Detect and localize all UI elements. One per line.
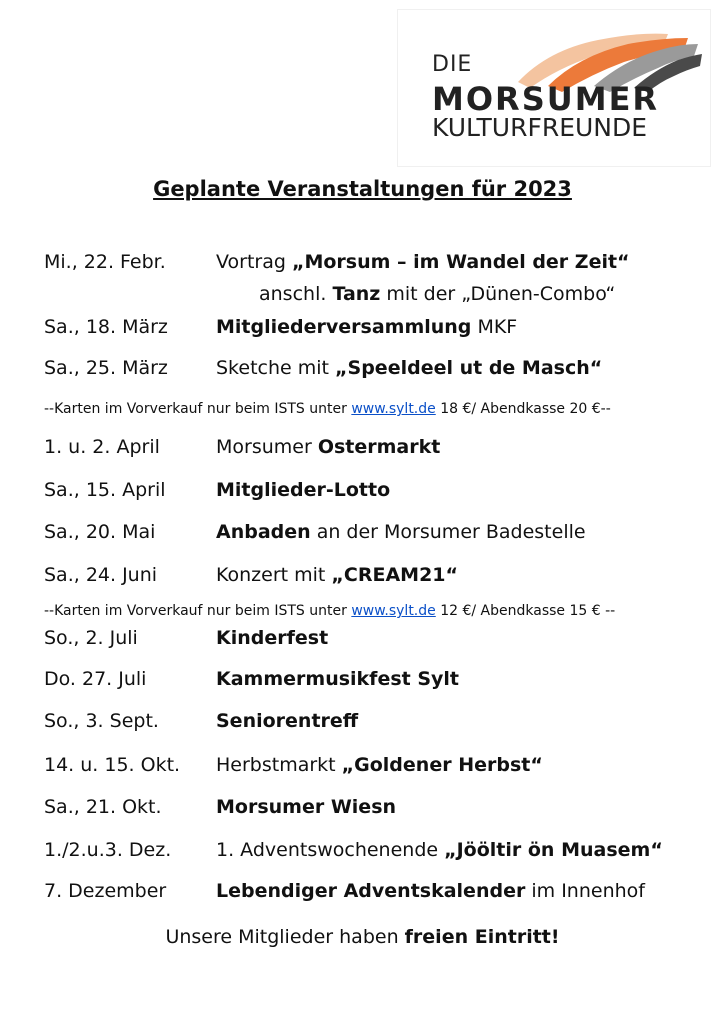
event-date: Sa., 15. April — [44, 479, 166, 501]
event-description: Mitglieder-Lotto — [216, 479, 391, 501]
event-description: Sketche mit „Speeldeel ut de Masch“ — [216, 357, 603, 379]
footer-note: Unsere Mitglieder haben freien Eintritt! — [165, 926, 560, 948]
event-description: anschl. Tanz mit der „Dünen-Combo“ — [259, 283, 616, 305]
event-date: 14. u. 15. Okt. — [44, 754, 181, 776]
event-date: Sa., 20. Mai — [44, 521, 156, 543]
event-description: Kinderfest — [216, 627, 329, 649]
sylt-link[interactable]: www.sylt.de — [351, 603, 436, 619]
event-description: Anbaden an der Morsumer Badestelle — [216, 521, 586, 543]
event-description: Kammermusikfest Sylt — [216, 668, 460, 690]
event-date: So., 2. Juli — [44, 627, 138, 649]
event-date: Mi., 22. Febr. — [44, 251, 166, 273]
sylt-link[interactable]: www.sylt.de — [351, 401, 436, 417]
event-description: Mitgliederversammlung MKF — [216, 316, 518, 338]
event-date: 7. Dezember — [44, 880, 167, 902]
event-date: 1./2.u.3. Dez. — [44, 839, 172, 861]
event-description: Morsumer Ostermarkt — [216, 436, 441, 458]
logo — [398, 10, 710, 166]
event-description: Vortrag „Morsum – im Wandel der Zeit“ — [216, 251, 630, 273]
ticket-note: --Karten im Vorverkauf nur beim ISTS unter www.sylt.de 12 €/ Abendkasse 15 € -- — [44, 603, 616, 619]
event-description: Herbstmarkt „Goldener Herbst“ — [216, 754, 543, 776]
event-date: Sa., 25. März — [44, 357, 168, 379]
event-description: Morsumer Wiesn — [216, 796, 397, 818]
event-description: Seniorentreff — [216, 710, 359, 732]
event-date: Sa., 18. März — [44, 316, 168, 338]
event-description: 1. Adventswochenende „Jööltir ön Muasem“ — [216, 839, 663, 861]
page-title: Geplante Veranstaltungen für 2023 — [153, 177, 572, 201]
event-description: Konzert mit „CREAM21“ — [216, 564, 459, 586]
event-date: Do. 27. Juli — [44, 668, 147, 690]
ticket-note: --Karten im Vorverkauf nur beim ISTS unter www.sylt.de 18 €/ Abendkasse 20 €-- — [44, 401, 611, 417]
event-date: So., 3. Sept. — [44, 710, 159, 732]
event-date: Sa., 24. Juni — [44, 564, 158, 586]
logo-die: DIE — [432, 52, 473, 77]
event-date: 1. u. 2. April — [44, 436, 160, 458]
event-date: Sa., 21. Okt. — [44, 796, 162, 818]
logo-morsumer: MORSUMER — [432, 80, 660, 118]
event-description: Lebendiger Adventskalender im Innenhof — [216, 880, 645, 902]
logo-kulturfreunde: KULTURFREUNDE — [432, 113, 648, 142]
